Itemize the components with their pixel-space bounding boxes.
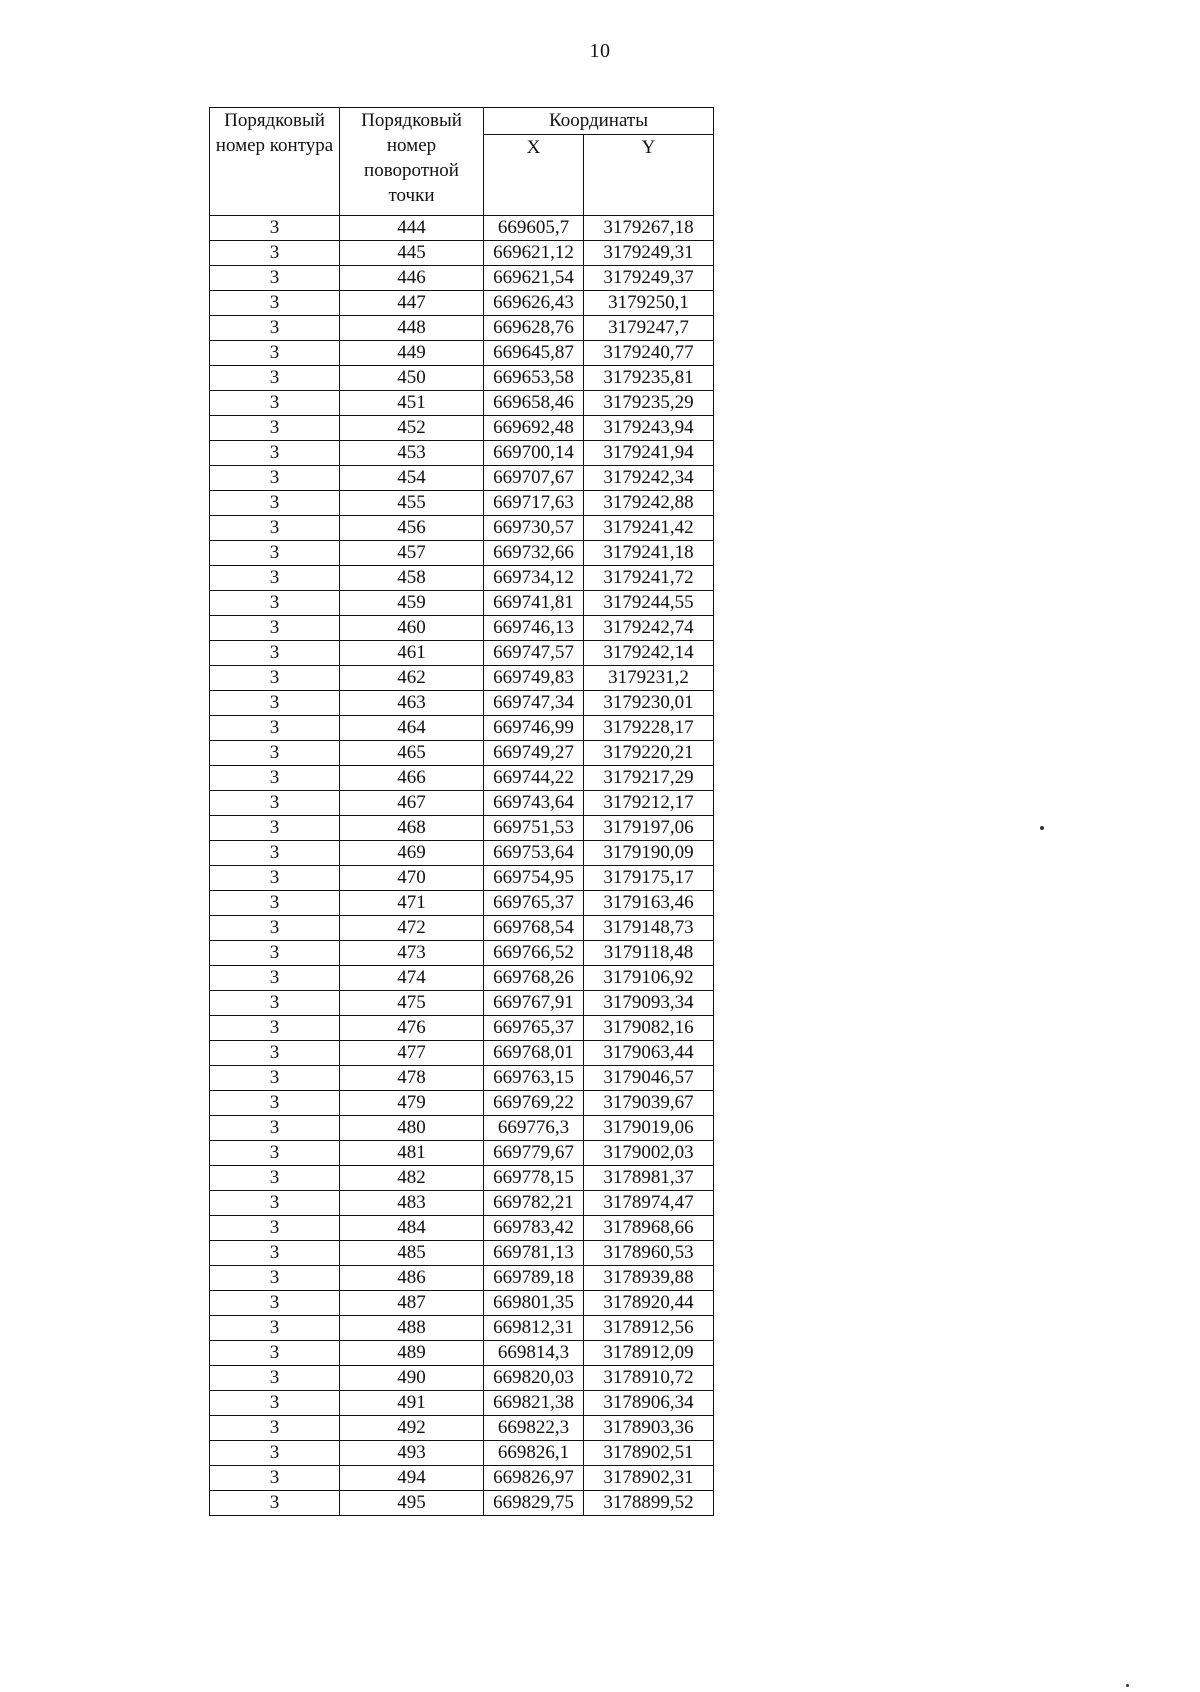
contour-cell: 3 bbox=[210, 1041, 340, 1066]
y-cell: 3179267,18 bbox=[584, 216, 714, 241]
x-cell: 669768,26 bbox=[484, 966, 584, 991]
table-row bbox=[210, 1091, 714, 1116]
x-cell: 669746,99 bbox=[484, 716, 584, 741]
x-cell: 669812,31 bbox=[484, 1316, 584, 1341]
point-cell: 476 bbox=[340, 1016, 484, 1041]
contour-cell: 3 bbox=[210, 1141, 340, 1166]
contour-cell: 3 bbox=[210, 566, 340, 591]
y-cell: 3178974,47 bbox=[584, 1191, 714, 1216]
point-cell: 480 bbox=[340, 1116, 484, 1141]
contour-cell: 3 bbox=[210, 1291, 340, 1316]
y-cell: 3179249,37 bbox=[584, 266, 714, 291]
x-cell: 669747,57 bbox=[484, 641, 584, 666]
table-body bbox=[210, 216, 714, 1516]
table-header bbox=[210, 108, 714, 216]
x-cell: 669741,81 bbox=[484, 591, 584, 616]
y-cell: 3179148,73 bbox=[584, 916, 714, 941]
y-cell: 3179235,81 bbox=[584, 366, 714, 391]
y-cell: 3179175,17 bbox=[584, 866, 714, 891]
contour-cell: 3 bbox=[210, 241, 340, 266]
point-cell: 488 bbox=[340, 1316, 484, 1341]
x-cell: 669626,43 bbox=[484, 291, 584, 316]
table-row bbox=[210, 1466, 714, 1491]
contour-cell: 3 bbox=[210, 941, 340, 966]
x-cell: 669743,64 bbox=[484, 791, 584, 816]
x-cell: 669765,37 bbox=[484, 891, 584, 916]
x-cell: 669744,22 bbox=[484, 766, 584, 791]
y-cell: 3178903,36 bbox=[584, 1416, 714, 1441]
point-cell: 452 bbox=[340, 416, 484, 441]
x-cell: 669814,3 bbox=[484, 1341, 584, 1366]
table-row bbox=[210, 916, 714, 941]
table-row bbox=[210, 1491, 714, 1516]
contour-cell: 3 bbox=[210, 691, 340, 716]
point-cell: 467 bbox=[340, 791, 484, 816]
table-row bbox=[210, 691, 714, 716]
contour-cell: 3 bbox=[210, 1066, 340, 1091]
x-cell: 669768,01 bbox=[484, 1041, 584, 1066]
x-cell: 669763,15 bbox=[484, 1066, 584, 1091]
contour-cell: 3 bbox=[210, 841, 340, 866]
x-cell: 669734,12 bbox=[484, 566, 584, 591]
table-row bbox=[210, 791, 714, 816]
x-cell: 669822,3 bbox=[484, 1416, 584, 1441]
point-cell: 463 bbox=[340, 691, 484, 716]
x-cell: 669751,53 bbox=[484, 816, 584, 841]
y-cell: 3179212,17 bbox=[584, 791, 714, 816]
contour-cell: 3 bbox=[210, 416, 340, 441]
point-cell: 460 bbox=[340, 616, 484, 641]
contour-cell: 3 bbox=[210, 1466, 340, 1491]
point-cell: 472 bbox=[340, 916, 484, 941]
x-cell: 669753,64 bbox=[484, 841, 584, 866]
x-cell: 669754,95 bbox=[484, 866, 584, 891]
x-cell: 669776,3 bbox=[484, 1116, 584, 1141]
point-cell: 475 bbox=[340, 991, 484, 1016]
contour-cell: 3 bbox=[210, 741, 340, 766]
x-cell: 669628,76 bbox=[484, 316, 584, 341]
contour-cell: 3 bbox=[210, 441, 340, 466]
y-cell: 3179240,77 bbox=[584, 341, 714, 366]
y-cell: 3179093,34 bbox=[584, 991, 714, 1016]
x-cell: 669782,21 bbox=[484, 1191, 584, 1216]
x-cell: 669749,27 bbox=[484, 741, 584, 766]
table-row bbox=[210, 1266, 714, 1291]
x-cell: 669717,63 bbox=[484, 491, 584, 516]
y-cell: 3179244,55 bbox=[584, 591, 714, 616]
point-cell: 478 bbox=[340, 1066, 484, 1091]
table-row bbox=[210, 1141, 714, 1166]
point-cell: 484 bbox=[340, 1216, 484, 1241]
table-row bbox=[210, 1191, 714, 1216]
contour-cell: 3 bbox=[210, 516, 340, 541]
point-cell: 458 bbox=[340, 566, 484, 591]
point-cell: 477 bbox=[340, 1041, 484, 1066]
x-cell: 669826,97 bbox=[484, 1466, 584, 1491]
table-row bbox=[210, 591, 714, 616]
table-row bbox=[210, 241, 714, 266]
table-row bbox=[210, 666, 714, 691]
contour-cell: 3 bbox=[210, 866, 340, 891]
x-cell: 669821,38 bbox=[484, 1391, 584, 1416]
table-row bbox=[210, 966, 714, 991]
table-row bbox=[210, 866, 714, 891]
header-y: Y bbox=[584, 135, 714, 216]
y-cell: 3179228,17 bbox=[584, 716, 714, 741]
x-cell: 669801,35 bbox=[484, 1291, 584, 1316]
y-cell: 3179249,31 bbox=[584, 241, 714, 266]
table-row bbox=[210, 891, 714, 916]
table-row bbox=[210, 1416, 714, 1441]
contour-cell: 3 bbox=[210, 541, 340, 566]
table-row bbox=[210, 716, 714, 741]
contour-cell: 3 bbox=[210, 216, 340, 241]
contour-cell: 3 bbox=[210, 666, 340, 691]
x-cell: 669768,54 bbox=[484, 916, 584, 941]
table-row bbox=[210, 291, 714, 316]
y-cell: 3178960,53 bbox=[584, 1241, 714, 1266]
x-cell: 669658,46 bbox=[484, 391, 584, 416]
x-cell: 669707,67 bbox=[484, 466, 584, 491]
x-cell: 669653,58 bbox=[484, 366, 584, 391]
table-row bbox=[210, 366, 714, 391]
point-cell: 465 bbox=[340, 741, 484, 766]
point-cell: 457 bbox=[340, 541, 484, 566]
x-cell: 669766,52 bbox=[484, 941, 584, 966]
contour-cell: 3 bbox=[210, 1441, 340, 1466]
y-cell: 3178968,66 bbox=[584, 1216, 714, 1241]
contour-cell: 3 bbox=[210, 1166, 340, 1191]
contour-cell: 3 bbox=[210, 1116, 340, 1141]
x-cell: 669605,7 bbox=[484, 216, 584, 241]
y-cell: 3178912,56 bbox=[584, 1316, 714, 1341]
table-row bbox=[210, 491, 714, 516]
y-cell: 3178902,51 bbox=[584, 1441, 714, 1466]
table-row bbox=[210, 516, 714, 541]
x-cell: 669820,03 bbox=[484, 1366, 584, 1391]
point-cell: 486 bbox=[340, 1266, 484, 1291]
contour-cell: 3 bbox=[210, 791, 340, 816]
contour-cell: 3 bbox=[210, 716, 340, 741]
y-cell: 3179039,67 bbox=[584, 1091, 714, 1116]
y-cell: 3179235,29 bbox=[584, 391, 714, 416]
header-contour-number: Порядковый номер контура bbox=[210, 108, 340, 216]
x-cell: 669829,75 bbox=[484, 1491, 584, 1516]
x-cell: 669692,48 bbox=[484, 416, 584, 441]
table-row bbox=[210, 841, 714, 866]
y-cell: 3179241,18 bbox=[584, 541, 714, 566]
table-row bbox=[210, 1241, 714, 1266]
table-row bbox=[210, 316, 714, 341]
contour-cell: 3 bbox=[210, 491, 340, 516]
y-cell: 3179250,1 bbox=[584, 291, 714, 316]
point-cell: 487 bbox=[340, 1291, 484, 1316]
y-cell: 3178899,52 bbox=[584, 1491, 714, 1516]
x-cell: 669746,13 bbox=[484, 616, 584, 641]
contour-cell: 3 bbox=[210, 616, 340, 641]
x-cell: 669621,54 bbox=[484, 266, 584, 291]
y-cell: 3179190,09 bbox=[584, 841, 714, 866]
contour-cell: 3 bbox=[210, 341, 340, 366]
x-cell: 669767,91 bbox=[484, 991, 584, 1016]
y-cell: 3179019,06 bbox=[584, 1116, 714, 1141]
y-cell: 3179231,2 bbox=[584, 666, 714, 691]
point-cell: 444 bbox=[340, 216, 484, 241]
table-row bbox=[210, 741, 714, 766]
table-row bbox=[210, 266, 714, 291]
point-cell: 491 bbox=[340, 1391, 484, 1416]
point-cell: 482 bbox=[340, 1166, 484, 1191]
table-row bbox=[210, 1316, 714, 1341]
table-row bbox=[210, 816, 714, 841]
contour-cell: 3 bbox=[210, 1366, 340, 1391]
point-cell: 461 bbox=[340, 641, 484, 666]
x-cell: 669778,15 bbox=[484, 1166, 584, 1191]
point-cell: 489 bbox=[340, 1341, 484, 1366]
point-cell: 455 bbox=[340, 491, 484, 516]
contour-cell: 3 bbox=[210, 1316, 340, 1341]
point-cell: 447 bbox=[340, 291, 484, 316]
contour-cell: 3 bbox=[210, 1416, 340, 1441]
x-cell: 669747,34 bbox=[484, 691, 584, 716]
y-cell: 3179118,48 bbox=[584, 941, 714, 966]
table-row bbox=[210, 1391, 714, 1416]
point-cell: 479 bbox=[340, 1091, 484, 1116]
contour-cell: 3 bbox=[210, 316, 340, 341]
table-row bbox=[210, 391, 714, 416]
table-row bbox=[210, 1016, 714, 1041]
y-cell: 3178981,37 bbox=[584, 1166, 714, 1191]
y-cell: 3179163,46 bbox=[584, 891, 714, 916]
x-cell: 669783,42 bbox=[484, 1216, 584, 1241]
contour-cell: 3 bbox=[210, 916, 340, 941]
contour-cell: 3 bbox=[210, 1091, 340, 1116]
table-row bbox=[210, 1166, 714, 1191]
y-cell: 3179082,16 bbox=[584, 1016, 714, 1041]
page-number: 10 bbox=[589, 40, 611, 62]
point-cell: 451 bbox=[340, 391, 484, 416]
x-cell: 669749,83 bbox=[484, 666, 584, 691]
contour-cell: 3 bbox=[210, 641, 340, 666]
contour-cell: 3 bbox=[210, 816, 340, 841]
header-x: X bbox=[484, 135, 584, 216]
table-row bbox=[210, 416, 714, 441]
point-cell: 468 bbox=[340, 816, 484, 841]
y-cell: 3178939,88 bbox=[584, 1266, 714, 1291]
y-cell: 3179220,21 bbox=[584, 741, 714, 766]
point-cell: 459 bbox=[340, 591, 484, 616]
y-cell: 3179241,42 bbox=[584, 516, 714, 541]
y-cell: 3179247,7 bbox=[584, 316, 714, 341]
x-cell: 669779,67 bbox=[484, 1141, 584, 1166]
x-cell: 669769,22 bbox=[484, 1091, 584, 1116]
contour-cell: 3 bbox=[210, 291, 340, 316]
point-cell: 485 bbox=[340, 1241, 484, 1266]
x-cell: 669732,66 bbox=[484, 541, 584, 566]
point-cell: 456 bbox=[340, 516, 484, 541]
x-cell: 669621,12 bbox=[484, 241, 584, 266]
scan-speck bbox=[1040, 826, 1044, 830]
y-cell: 3179063,44 bbox=[584, 1041, 714, 1066]
x-cell: 669645,87 bbox=[484, 341, 584, 366]
contour-cell: 3 bbox=[210, 1191, 340, 1216]
y-cell: 3179243,94 bbox=[584, 416, 714, 441]
contour-cell: 3 bbox=[210, 991, 340, 1016]
y-cell: 3178910,72 bbox=[584, 1366, 714, 1391]
contour-cell: 3 bbox=[210, 1391, 340, 1416]
table-row bbox=[210, 1216, 714, 1241]
point-cell: 494 bbox=[340, 1466, 484, 1491]
contour-cell: 3 bbox=[210, 1216, 340, 1241]
table-row bbox=[210, 1116, 714, 1141]
table-row bbox=[210, 941, 714, 966]
contour-cell: 3 bbox=[210, 1341, 340, 1366]
table-row bbox=[210, 566, 714, 591]
point-cell: 454 bbox=[340, 466, 484, 491]
table-row bbox=[210, 1291, 714, 1316]
header-coordinates: Координаты bbox=[484, 108, 714, 135]
point-cell: 449 bbox=[340, 341, 484, 366]
y-cell: 3179241,94 bbox=[584, 441, 714, 466]
table-row bbox=[210, 766, 714, 791]
y-cell: 3179106,92 bbox=[584, 966, 714, 991]
coordinates-table bbox=[209, 107, 714, 1516]
y-cell: 3178902,31 bbox=[584, 1466, 714, 1491]
point-cell: 470 bbox=[340, 866, 484, 891]
table-row bbox=[210, 541, 714, 566]
table-row bbox=[210, 991, 714, 1016]
contour-cell: 3 bbox=[210, 966, 340, 991]
y-cell: 3178912,09 bbox=[584, 1341, 714, 1366]
point-cell: 474 bbox=[340, 966, 484, 991]
contour-cell: 3 bbox=[210, 266, 340, 291]
y-cell: 3179217,29 bbox=[584, 766, 714, 791]
point-cell: 450 bbox=[340, 366, 484, 391]
y-cell: 3178906,34 bbox=[584, 1391, 714, 1416]
point-cell: 495 bbox=[340, 1491, 484, 1516]
point-cell: 464 bbox=[340, 716, 484, 741]
table-row bbox=[210, 616, 714, 641]
contour-cell: 3 bbox=[210, 366, 340, 391]
x-cell: 669781,13 bbox=[484, 1241, 584, 1266]
point-cell: 483 bbox=[340, 1191, 484, 1216]
point-cell: 448 bbox=[340, 316, 484, 341]
scan-speck bbox=[1126, 1684, 1129, 1687]
y-cell: 3179242,74 bbox=[584, 616, 714, 641]
y-cell: 3179002,03 bbox=[584, 1141, 714, 1166]
header-point-number: Порядковый номер поворотной точки bbox=[340, 108, 484, 216]
table-row bbox=[210, 466, 714, 491]
y-cell: 3179046,57 bbox=[584, 1066, 714, 1091]
y-cell: 3179242,88 bbox=[584, 491, 714, 516]
x-cell: 669730,57 bbox=[484, 516, 584, 541]
table-row bbox=[210, 1441, 714, 1466]
y-cell: 3179242,14 bbox=[584, 641, 714, 666]
contour-cell: 3 bbox=[210, 391, 340, 416]
table-row bbox=[210, 1066, 714, 1091]
table-row bbox=[210, 1366, 714, 1391]
point-cell: 469 bbox=[340, 841, 484, 866]
y-cell: 3179241,72 bbox=[584, 566, 714, 591]
point-cell: 471 bbox=[340, 891, 484, 916]
table-row bbox=[210, 341, 714, 366]
point-cell: 453 bbox=[340, 441, 484, 466]
x-cell: 669826,1 bbox=[484, 1441, 584, 1466]
x-cell: 669700,14 bbox=[484, 441, 584, 466]
contour-cell: 3 bbox=[210, 1491, 340, 1516]
table-row bbox=[210, 641, 714, 666]
y-cell: 3179242,34 bbox=[584, 466, 714, 491]
y-cell: 3179230,01 bbox=[584, 691, 714, 716]
x-cell: 669789,18 bbox=[484, 1266, 584, 1291]
point-cell: 490 bbox=[340, 1366, 484, 1391]
point-cell: 481 bbox=[340, 1141, 484, 1166]
point-cell: 462 bbox=[340, 666, 484, 691]
y-cell: 3178920,44 bbox=[584, 1291, 714, 1316]
contour-cell: 3 bbox=[210, 1241, 340, 1266]
table-row bbox=[210, 216, 714, 241]
contour-cell: 3 bbox=[210, 1016, 340, 1041]
point-cell: 445 bbox=[340, 241, 484, 266]
contour-cell: 3 bbox=[210, 891, 340, 916]
table-row bbox=[210, 1341, 714, 1366]
point-cell: 473 bbox=[340, 941, 484, 966]
point-cell: 466 bbox=[340, 766, 484, 791]
contour-cell: 3 bbox=[210, 591, 340, 616]
point-cell: 493 bbox=[340, 1441, 484, 1466]
point-cell: 446 bbox=[340, 266, 484, 291]
x-cell: 669765,37 bbox=[484, 1016, 584, 1041]
table-row bbox=[210, 441, 714, 466]
table-row bbox=[210, 1041, 714, 1066]
contour-cell: 3 bbox=[210, 766, 340, 791]
contour-cell: 3 bbox=[210, 1266, 340, 1291]
point-cell: 492 bbox=[340, 1416, 484, 1441]
contour-cell: 3 bbox=[210, 466, 340, 491]
y-cell: 3179197,06 bbox=[584, 816, 714, 841]
